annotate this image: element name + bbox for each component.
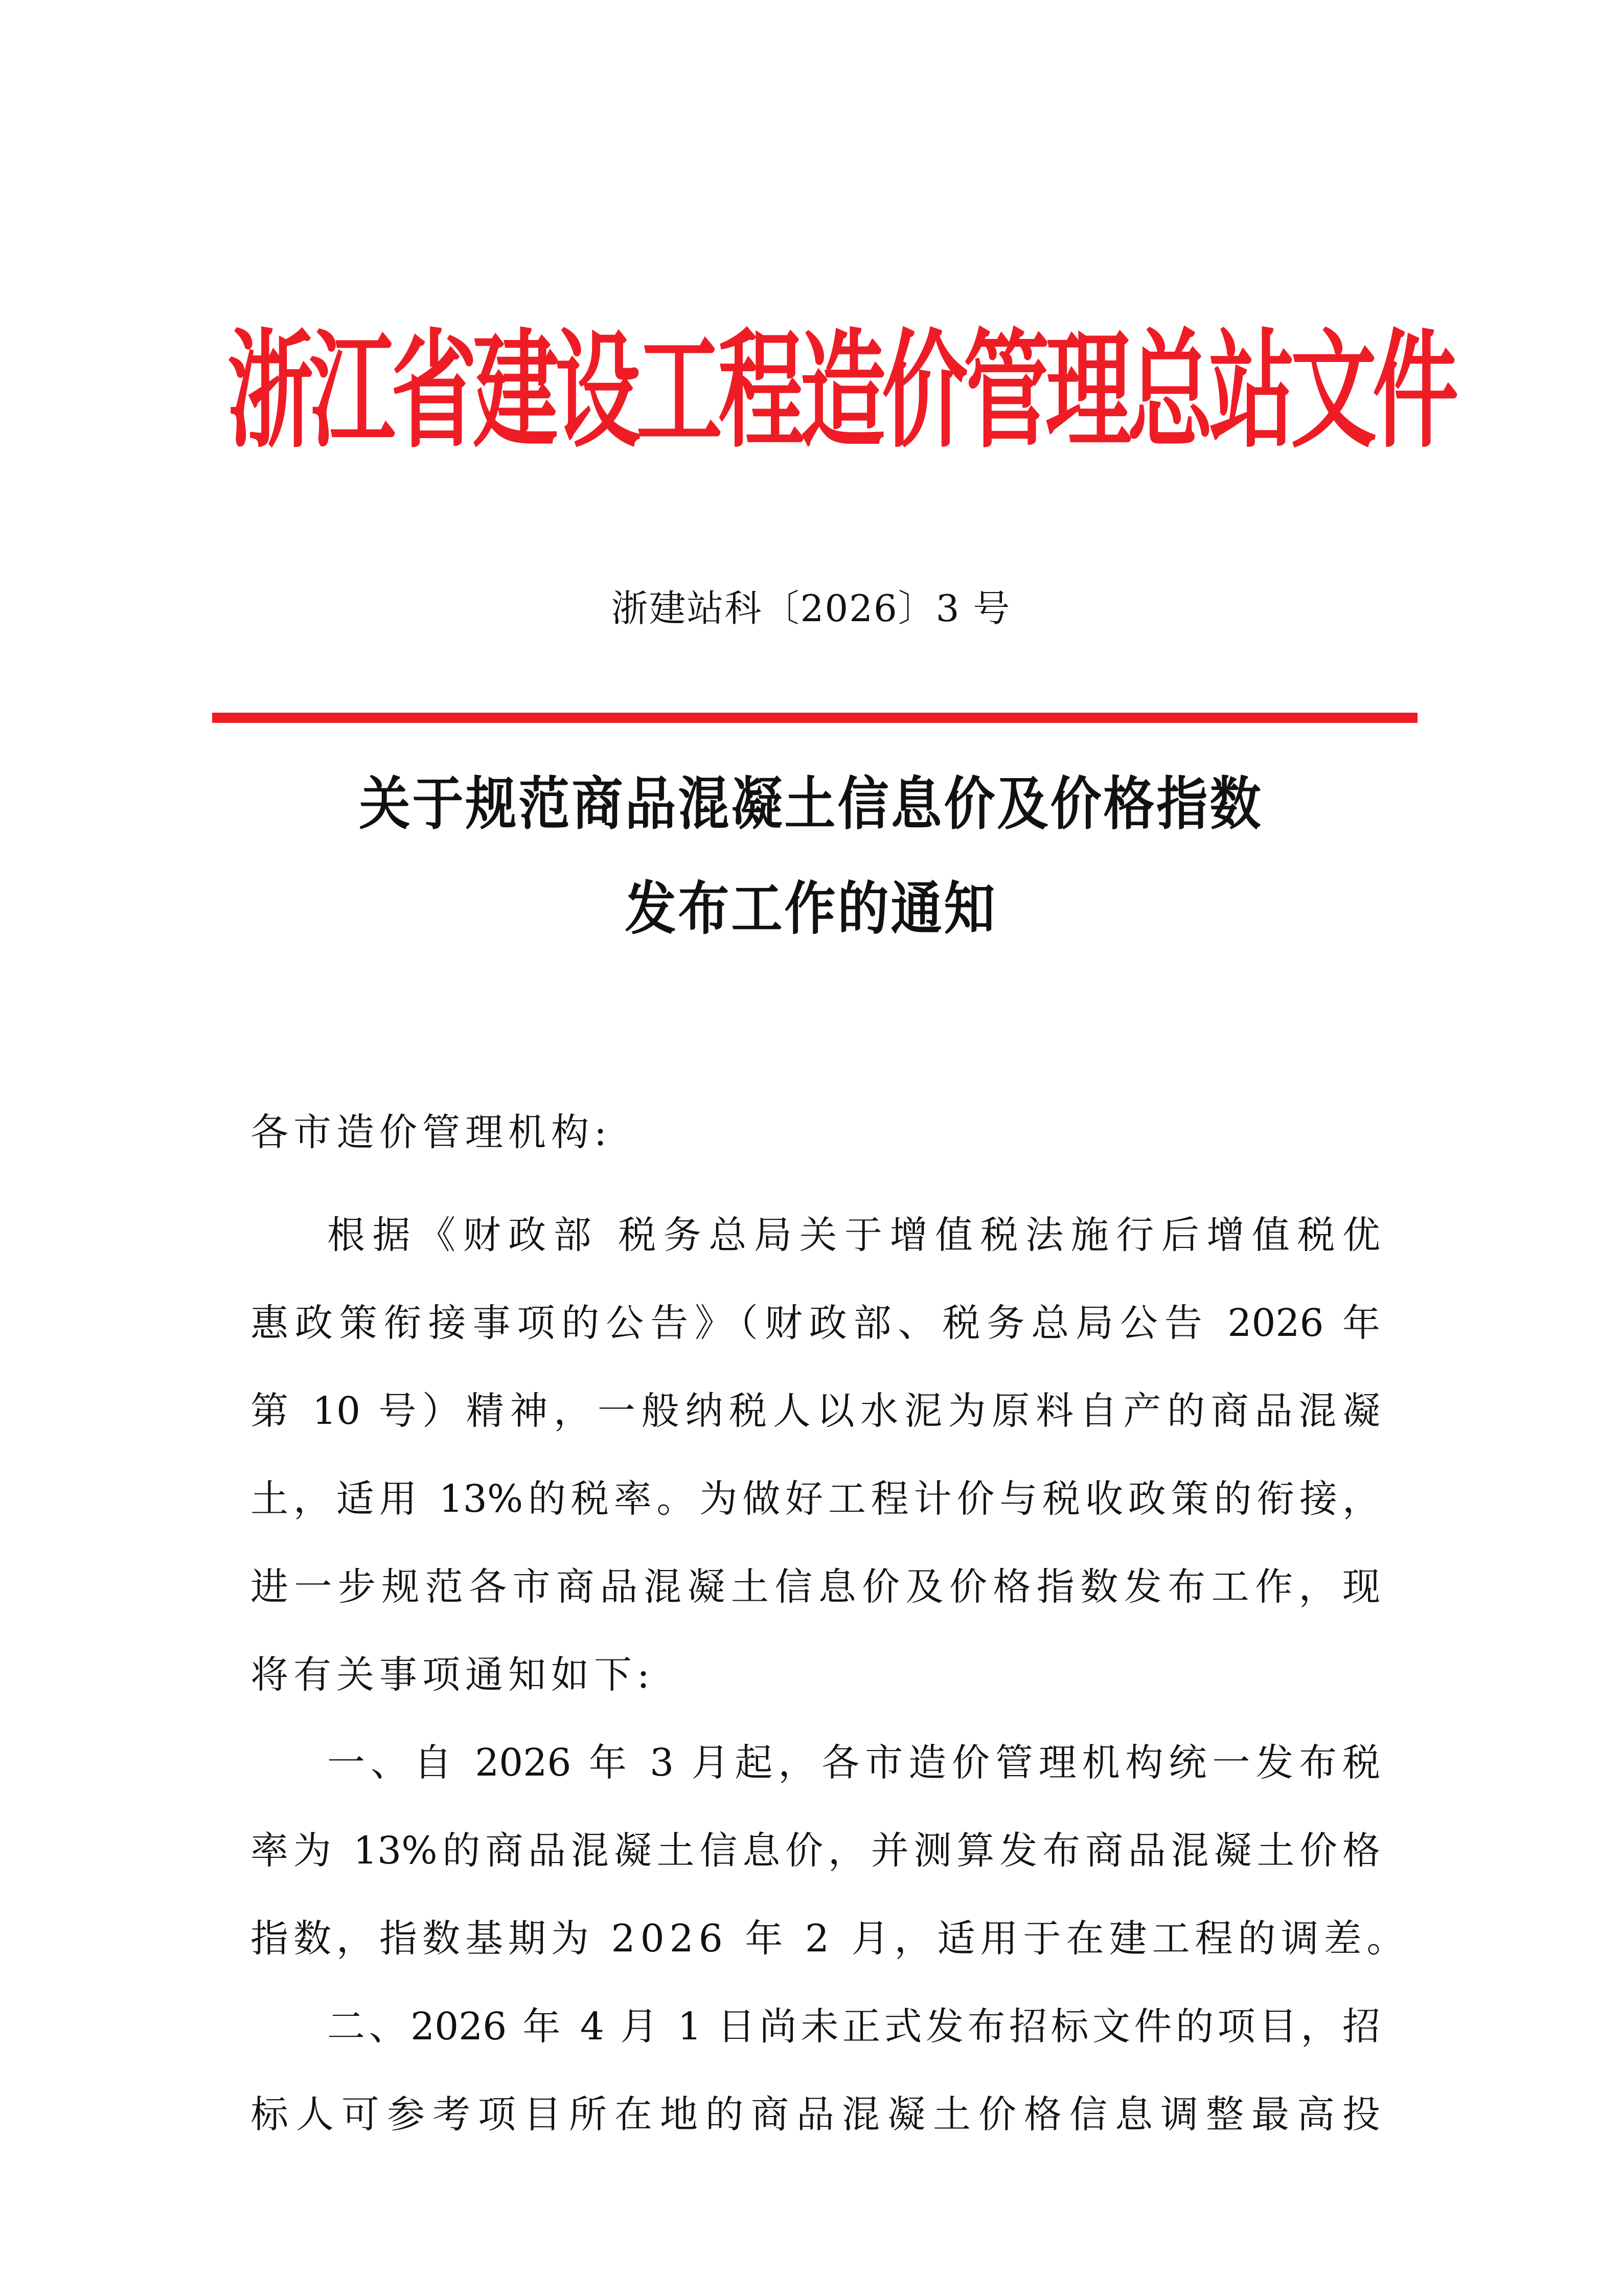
body-line: 标人可参考项目所在地的商品混凝土价格信息调整最高投 bbox=[250, 2093, 1380, 2136]
title-line-2: 发布工作的通知 bbox=[625, 875, 997, 943]
masthead-char: 浙 bbox=[227, 316, 313, 466]
masthead-char: 理 bbox=[1045, 316, 1131, 466]
document-number: 浙建站科〔2026〕3 号 bbox=[611, 587, 1011, 630]
masthead-char: 江 bbox=[309, 316, 395, 466]
masthead-char: 总 bbox=[1127, 316, 1213, 466]
masthead-char: 设 bbox=[555, 316, 641, 466]
masthead-char: 价 bbox=[882, 316, 968, 466]
masthead-char: 文 bbox=[1291, 316, 1377, 466]
body-line: 根据《财政部 税务总局关于增值税法施行后增值税优 bbox=[327, 1213, 1380, 1257]
masthead-char: 工 bbox=[636, 316, 722, 466]
body-line: 将有关事项通知如下: bbox=[250, 1653, 655, 1697]
red-divider-line bbox=[212, 713, 1418, 723]
title-line-1: 关于规范商品混凝土信息价及价格指数 bbox=[359, 770, 1263, 838]
masthead-char: 管 bbox=[964, 316, 1049, 466]
masthead-char: 省 bbox=[391, 316, 477, 466]
body-line: 惠政策衔接事项的公告》（财政部、税务总局公告 2026 年 bbox=[250, 1301, 1380, 1345]
body-line: 指数，指数基期为 2026 年 2 月，适用于在建工程的调差。 bbox=[250, 1917, 1410, 1961]
masthead-char: 建 bbox=[473, 316, 559, 466]
body-line: 进一步规范各市商品混凝土信息价及价格指数发布工作，现 bbox=[250, 1565, 1380, 1609]
salutation: 各市造价管理机构: bbox=[250, 1110, 612, 1154]
masthead-char: 程 bbox=[718, 316, 804, 466]
body-line: 土，适用 13%的税率。为做好工程计价与税收政策的衔接， bbox=[250, 1477, 1380, 1521]
document-title bbox=[0, 752, 1622, 961]
masthead-char: 造 bbox=[800, 316, 886, 466]
masthead-char: 站 bbox=[1209, 316, 1295, 466]
body-line: 一、自 2026 年 3 月起，各市造价管理机构统一发布税 bbox=[327, 1741, 1380, 1785]
body-line: 二、2026 年 4 月 1 日尚未正式发布招标文件的项目，招 bbox=[327, 2005, 1380, 2049]
body-line: 第 10 号）精神，一般纳税人以水泥为原料自产的商品混凝 bbox=[250, 1389, 1380, 1433]
document-body bbox=[250, 1191, 1410, 2158]
body-line: 率为 13%的商品混凝土信息价，并测算发布商品混凝土价格 bbox=[250, 1829, 1380, 1873]
masthead-red-header bbox=[227, 316, 1458, 466]
masthead-char: 件 bbox=[1373, 316, 1458, 466]
